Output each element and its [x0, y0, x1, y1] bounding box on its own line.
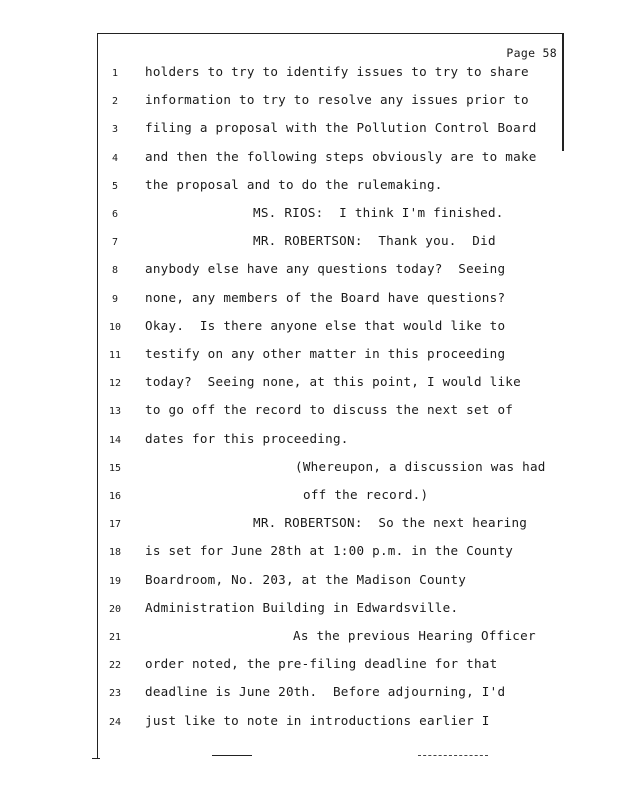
transcript-line [0, 175, 619, 203]
line-text: As the previous Hearing Officer [293, 628, 536, 643]
transcript-line [0, 62, 619, 90]
line-text: information to try to resolve any issues prior to [145, 92, 529, 108]
line-number: 20 [108, 603, 122, 615]
transcript-line [0, 541, 619, 569]
line-text: Boardroom, No. 203, at the Madison County [145, 571, 467, 587]
line-number: 5 [111, 180, 119, 192]
line-number: 21 [108, 632, 122, 643]
line-number: 24 [108, 716, 122, 728]
line-number: 9 [111, 293, 119, 305]
line-text: order noted, the pre-filing deadline for that [145, 656, 498, 672]
transcript-line [0, 90, 619, 118]
transcript-line [0, 344, 619, 372]
line-text: holders to try to identify issues to try to share [145, 64, 529, 79]
line-number: 11 [108, 350, 122, 361]
line-number: 19 [108, 575, 122, 587]
transcript-line [0, 457, 619, 485]
line-number: 2 [111, 96, 119, 108]
line-text: Administration Building in Edwardsville. [145, 599, 459, 615]
transcript-line [0, 429, 619, 457]
line-text: MS. RIOS: I think I'm finished. [253, 205, 504, 220]
line-text: MR. ROBERTSON: So the next hearing [253, 515, 528, 531]
transcript-line [0, 316, 619, 344]
line-text: (Whereupon, a discussion was had [295, 458, 546, 474]
line-text: MR. ROBERTSON: Thank you. Did [253, 233, 496, 249]
line-number: 23 [108, 688, 122, 700]
line-text: is set for June 28th at 1:00 p.m. in the County [145, 543, 514, 559]
line-text: off the record.) [303, 487, 429, 502]
transcript-line [0, 259, 619, 287]
transcript-line [0, 400, 619, 428]
line-text: none, any members of the Board have questions? [145, 289, 506, 305]
line-text: deadline is June 20th. Before adjourning, I'd [145, 684, 506, 700]
line-text: to go off the record to discuss the next set of [145, 402, 514, 418]
line-text: Okay. Is there anyone else that would like to [145, 317, 506, 333]
line-text: dates for this proceeding. [145, 430, 349, 446]
transcript-line [0, 231, 619, 259]
transcript-line [0, 513, 619, 541]
line-text: filing a proposal with the Pollution Control Board [145, 120, 537, 136]
line-text: testify on any other matter in this proceeding [145, 346, 506, 361]
transcript-line [0, 203, 619, 231]
transcript-line [0, 372, 619, 400]
transcript-line [0, 147, 619, 175]
transcript-line [0, 711, 619, 739]
line-number: 4 [111, 152, 119, 164]
page-frame-bottom-tick [92, 758, 100, 759]
transcript-line [0, 118, 619, 146]
line-number: 17 [108, 519, 122, 531]
footer-rule-right [418, 755, 488, 756]
line-number: 13 [108, 406, 122, 418]
transcript-line [0, 598, 619, 626]
transcript-line [0, 626, 619, 654]
transcript-line [0, 682, 619, 710]
line-number: 7 [111, 237, 119, 249]
line-text: the proposal and to do the rulemaking. [145, 176, 443, 192]
transcript-line [0, 654, 619, 682]
line-text: just like to note in introductions earlier I [145, 712, 490, 728]
line-text: today? Seeing none, at this point, I would like [145, 374, 521, 390]
line-number: 15 [108, 462, 122, 474]
line-number: 3 [111, 124, 119, 136]
line-number: 6 [111, 209, 119, 220]
footer-rule-left [212, 755, 252, 756]
line-text: and then the following steps obviously are to make [145, 148, 537, 164]
transcript-line [0, 570, 619, 598]
line-number: 8 [111, 265, 119, 277]
line-number: 18 [108, 547, 122, 559]
page-number: Page 58 [506, 46, 557, 60]
line-text: anybody else have any questions today? Seeing [145, 261, 506, 277]
page-frame-top [98, 33, 562, 34]
line-number: 14 [108, 434, 122, 446]
transcript-line [0, 288, 619, 316]
line-number: 22 [108, 660, 122, 672]
line-number: 1 [111, 68, 119, 79]
line-number: 16 [108, 491, 122, 502]
line-number: 10 [108, 321, 122, 333]
transcript-line [0, 485, 619, 513]
line-number: 12 [108, 378, 122, 390]
